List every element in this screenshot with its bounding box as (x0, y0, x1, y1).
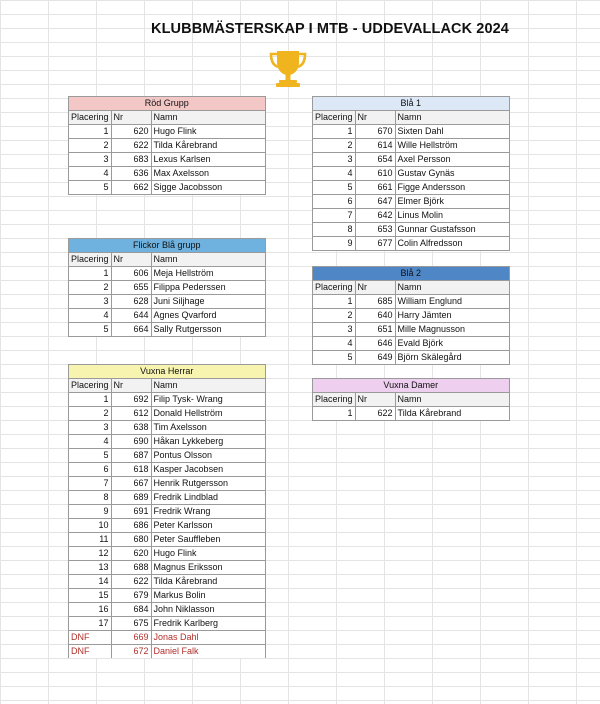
table-row (69, 167, 266, 181)
nr-cell: 686 (111, 519, 151, 533)
namn-cell: Henrik Rutgersson (151, 477, 265, 491)
table-row (69, 281, 266, 295)
nr-cell: 689 (111, 491, 151, 505)
vuxna-herrar-table (68, 364, 266, 658)
table-row (69, 407, 266, 421)
table-row (69, 477, 266, 491)
table-row (69, 561, 266, 575)
namn-cell: Tilda Kårebrand (151, 139, 265, 153)
group-heading: Blå 2 (313, 267, 510, 281)
nr-cell: 653 (355, 223, 395, 237)
placering-cell: 3 (313, 153, 356, 167)
placering-cell: 3 (69, 295, 112, 309)
placering-cell: 2 (313, 139, 356, 153)
col-header-placering: Placering (69, 253, 112, 267)
namn-cell: Peter Karlsson (151, 519, 265, 533)
col-header-placering: Placering (69, 111, 112, 125)
col-header-placering: Placering (313, 281, 356, 295)
group-heading: Flickor Blå grupp (69, 239, 266, 253)
table-row (313, 351, 510, 365)
namn-cell: Björn Skälegård (395, 351, 509, 365)
placering-cell: 3 (69, 421, 112, 435)
namn-cell: Jonas Dahl (151, 631, 265, 645)
namn-cell: Gustav Gynäs (395, 167, 509, 181)
table-row (69, 463, 266, 477)
flickor-bla-grupp-table (68, 238, 266, 337)
nr-cell: 622 (355, 407, 395, 421)
col-header-nr: Nr (355, 111, 395, 125)
col-header-placering: Placering (313, 111, 356, 125)
placering-cell: 3 (313, 323, 356, 337)
placering-cell: 7 (69, 477, 112, 491)
table-row (313, 323, 510, 337)
nr-cell: 684 (111, 603, 151, 617)
placering-cell: 5 (69, 181, 112, 195)
nr-cell: 618 (111, 463, 151, 477)
placering-cell: 1 (313, 125, 356, 139)
namn-cell: Filippa Pederssen (151, 281, 265, 295)
nr-cell: 620 (111, 547, 151, 561)
namn-cell: Kasper Jacobsen (151, 463, 265, 477)
placering-cell: 10 (69, 519, 112, 533)
placering-cell: DNF (69, 631, 112, 645)
table-row (69, 153, 266, 167)
col-header-nr: Nr (111, 111, 151, 125)
nr-cell: 680 (111, 533, 151, 547)
placering-cell: 1 (313, 295, 356, 309)
table-row (69, 125, 266, 139)
nr-cell: 640 (355, 309, 395, 323)
namn-cell: Donald Hellström (151, 407, 265, 421)
namn-cell: Håkan Lykkeberg (151, 435, 265, 449)
nr-cell: 654 (355, 153, 395, 167)
namn-cell: Figge Andersson (395, 181, 509, 195)
namn-cell: Sally Rutgersson (151, 323, 265, 337)
col-header-nr: Nr (111, 379, 151, 393)
column-header-row (69, 111, 266, 125)
placering-cell: 4 (69, 435, 112, 449)
namn-cell: Harry Jämten (395, 309, 509, 323)
namn-cell: Hugo Flink (151, 125, 265, 139)
nr-cell: 636 (111, 167, 151, 181)
placering-cell: 1 (69, 125, 112, 139)
table-row (69, 617, 266, 631)
bla1-table (312, 96, 510, 251)
placering-cell: DNF (69, 645, 112, 659)
table-row (69, 309, 266, 323)
placering-cell: 5 (69, 449, 112, 463)
table-row (313, 181, 510, 195)
nr-cell: 620 (111, 125, 151, 139)
namn-cell: Tilda Kårebrand (395, 407, 509, 421)
placering-cell: 13 (69, 561, 112, 575)
placering-cell: 4 (313, 337, 356, 351)
placering-cell: 17 (69, 617, 112, 631)
nr-cell: 664 (111, 323, 151, 337)
nr-cell: 651 (355, 323, 395, 337)
namn-cell: Wille Hellström (395, 139, 509, 153)
namn-cell: Peter Sauffleben (151, 533, 265, 547)
table-row (313, 337, 510, 351)
nr-cell: 655 (111, 281, 151, 295)
placering-cell: 5 (313, 181, 356, 195)
table-row (69, 603, 266, 617)
nr-cell: 606 (111, 267, 151, 281)
namn-cell: Pontus Olsson (151, 449, 265, 463)
namn-cell: Mille Magnusson (395, 323, 509, 337)
placering-cell: 1 (69, 267, 112, 281)
nr-cell: 677 (355, 237, 395, 251)
group-header (69, 97, 266, 111)
placering-cell: 8 (313, 223, 356, 237)
table-row (69, 449, 266, 463)
dnf-row (69, 631, 266, 645)
placering-cell: 3 (69, 153, 112, 167)
trophy-icon (268, 48, 308, 90)
page-title: KLUBBMÄSTERSKAP I MTB - UDDEVALLACK 2024 (151, 21, 509, 37)
nr-cell: 622 (111, 139, 151, 153)
placering-cell: 5 (313, 351, 356, 365)
namn-cell: Markus Bolin (151, 589, 265, 603)
placering-cell: 8 (69, 491, 112, 505)
group-heading: Vuxna Damer (313, 379, 510, 393)
placering-cell: 15 (69, 589, 112, 603)
nr-cell: 644 (111, 309, 151, 323)
namn-cell: Axel Persson (395, 153, 509, 167)
namn-cell: William Englund (395, 295, 509, 309)
namn-cell: Fredrik Wrang (151, 505, 265, 519)
nr-cell: 672 (111, 645, 151, 659)
group-header (69, 239, 266, 253)
rod-grupp-table (68, 96, 266, 195)
col-header-namn: Namn (395, 281, 509, 295)
placering-cell: 5 (69, 323, 112, 337)
namn-cell: Sixten Dahl (395, 125, 509, 139)
nr-cell: 692 (111, 393, 151, 407)
table-row (313, 209, 510, 223)
bla2-table (312, 266, 510, 365)
table-row (69, 181, 266, 195)
col-header-namn: Namn (151, 111, 265, 125)
nr-cell: 628 (111, 295, 151, 309)
placering-cell: 16 (69, 603, 112, 617)
placering-cell: 4 (69, 309, 112, 323)
group-header (313, 379, 510, 393)
placering-cell: 6 (69, 463, 112, 477)
namn-cell: Fredrik Lindblad (151, 491, 265, 505)
column-header-row (313, 393, 510, 407)
table-row (69, 323, 266, 337)
table-row (69, 421, 266, 435)
table-row (69, 393, 266, 407)
nr-cell: 691 (111, 505, 151, 519)
placering-cell: 4 (313, 167, 356, 181)
table-row (69, 519, 266, 533)
namn-cell: Elmer Björk (395, 195, 509, 209)
table-row (313, 167, 510, 181)
col-header-namn: Namn (151, 379, 265, 393)
placering-cell: 2 (69, 281, 112, 295)
placering-cell: 12 (69, 547, 112, 561)
placering-cell: 4 (69, 167, 112, 181)
table-row (313, 195, 510, 209)
namn-cell: Max Axelsson (151, 167, 265, 181)
col-header-namn: Namn (395, 111, 509, 125)
column-header-row (69, 379, 266, 393)
nr-cell: 612 (111, 407, 151, 421)
table-row (313, 153, 510, 167)
nr-cell: 687 (111, 449, 151, 463)
group-header (69, 365, 266, 379)
column-header-row (313, 281, 510, 295)
namn-cell: Colin Alfredsson (395, 237, 509, 251)
table-row (69, 547, 266, 561)
namn-cell: Agnes Qvarford (151, 309, 265, 323)
table-row (313, 125, 510, 139)
nr-cell: 642 (355, 209, 395, 223)
table-row (313, 295, 510, 309)
nr-cell: 622 (111, 575, 151, 589)
nr-cell: 690 (111, 435, 151, 449)
nr-cell: 661 (355, 181, 395, 195)
nr-cell: 662 (111, 181, 151, 195)
group-heading: Blå 1 (313, 97, 510, 111)
namn-cell: Juni Siljhage (151, 295, 265, 309)
group-header (313, 97, 510, 111)
namn-cell: Evald Björk (395, 337, 509, 351)
namn-cell: Lexus Karlsen (151, 153, 265, 167)
col-header-placering: Placering (69, 379, 112, 393)
dnf-row (69, 645, 266, 659)
nr-cell: 675 (111, 617, 151, 631)
table-row (69, 589, 266, 603)
group-heading: Vuxna Herrar (69, 365, 266, 379)
placering-cell: 9 (69, 505, 112, 519)
placering-cell: 14 (69, 575, 112, 589)
nr-cell: 610 (355, 167, 395, 181)
namn-cell: John Niklasson (151, 603, 265, 617)
nr-cell: 646 (355, 337, 395, 351)
table-row (313, 407, 510, 421)
nr-cell: 679 (111, 589, 151, 603)
col-header-nr: Nr (111, 253, 151, 267)
namn-cell: Hugo Flink (151, 547, 265, 561)
col-header-namn: Namn (395, 393, 509, 407)
placering-cell: 9 (313, 237, 356, 251)
table-row (69, 533, 266, 547)
placering-cell: 1 (69, 393, 112, 407)
table-row (313, 223, 510, 237)
placering-cell: 7 (313, 209, 356, 223)
namn-cell: Tilda Kårebrand (151, 575, 265, 589)
nr-cell: 649 (355, 351, 395, 365)
placering-cell: 2 (313, 309, 356, 323)
nr-cell: 638 (111, 421, 151, 435)
table-row (69, 139, 266, 153)
group-header (313, 267, 510, 281)
nr-cell: 670 (355, 125, 395, 139)
nr-cell: 683 (111, 153, 151, 167)
namn-cell: Magnus Eriksson (151, 561, 265, 575)
placering-cell: 1 (313, 407, 356, 421)
col-header-nr: Nr (355, 393, 395, 407)
nr-cell: 647 (355, 195, 395, 209)
column-header-row (69, 253, 266, 267)
group-heading: Röd Grupp (69, 97, 266, 111)
placering-cell: 2 (69, 407, 112, 421)
table-row (69, 295, 266, 309)
table-row (69, 491, 266, 505)
column-header-row (313, 111, 510, 125)
namn-cell: Tim Axelsson (151, 421, 265, 435)
namn-cell: Fredrik Karlberg (151, 617, 265, 631)
namn-cell: Filip Tysk- Wrang (151, 393, 265, 407)
namn-cell: Meja Hellström (151, 267, 265, 281)
nr-cell: 614 (355, 139, 395, 153)
table-row (69, 505, 266, 519)
placering-cell: 2 (69, 139, 112, 153)
col-header-nr: Nr (355, 281, 395, 295)
table-row (313, 139, 510, 153)
table-row (313, 237, 510, 251)
placering-cell: 6 (313, 195, 356, 209)
col-header-namn: Namn (151, 253, 265, 267)
table-row (69, 435, 266, 449)
nr-cell: 685 (355, 295, 395, 309)
col-header-placering: Placering (313, 393, 356, 407)
vuxna-damer-table (312, 378, 510, 421)
namn-cell: Daniel Falk (151, 645, 265, 659)
table-row (313, 309, 510, 323)
nr-cell: 688 (111, 561, 151, 575)
table-row (69, 267, 266, 281)
namn-cell: Sigge Jacobsson (151, 181, 265, 195)
namn-cell: Gunnar Gustafsson (395, 223, 509, 237)
nr-cell: 667 (111, 477, 151, 491)
placering-cell: 11 (69, 533, 112, 547)
namn-cell: Linus Molin (395, 209, 509, 223)
nr-cell: 669 (111, 631, 151, 645)
table-row (69, 575, 266, 589)
